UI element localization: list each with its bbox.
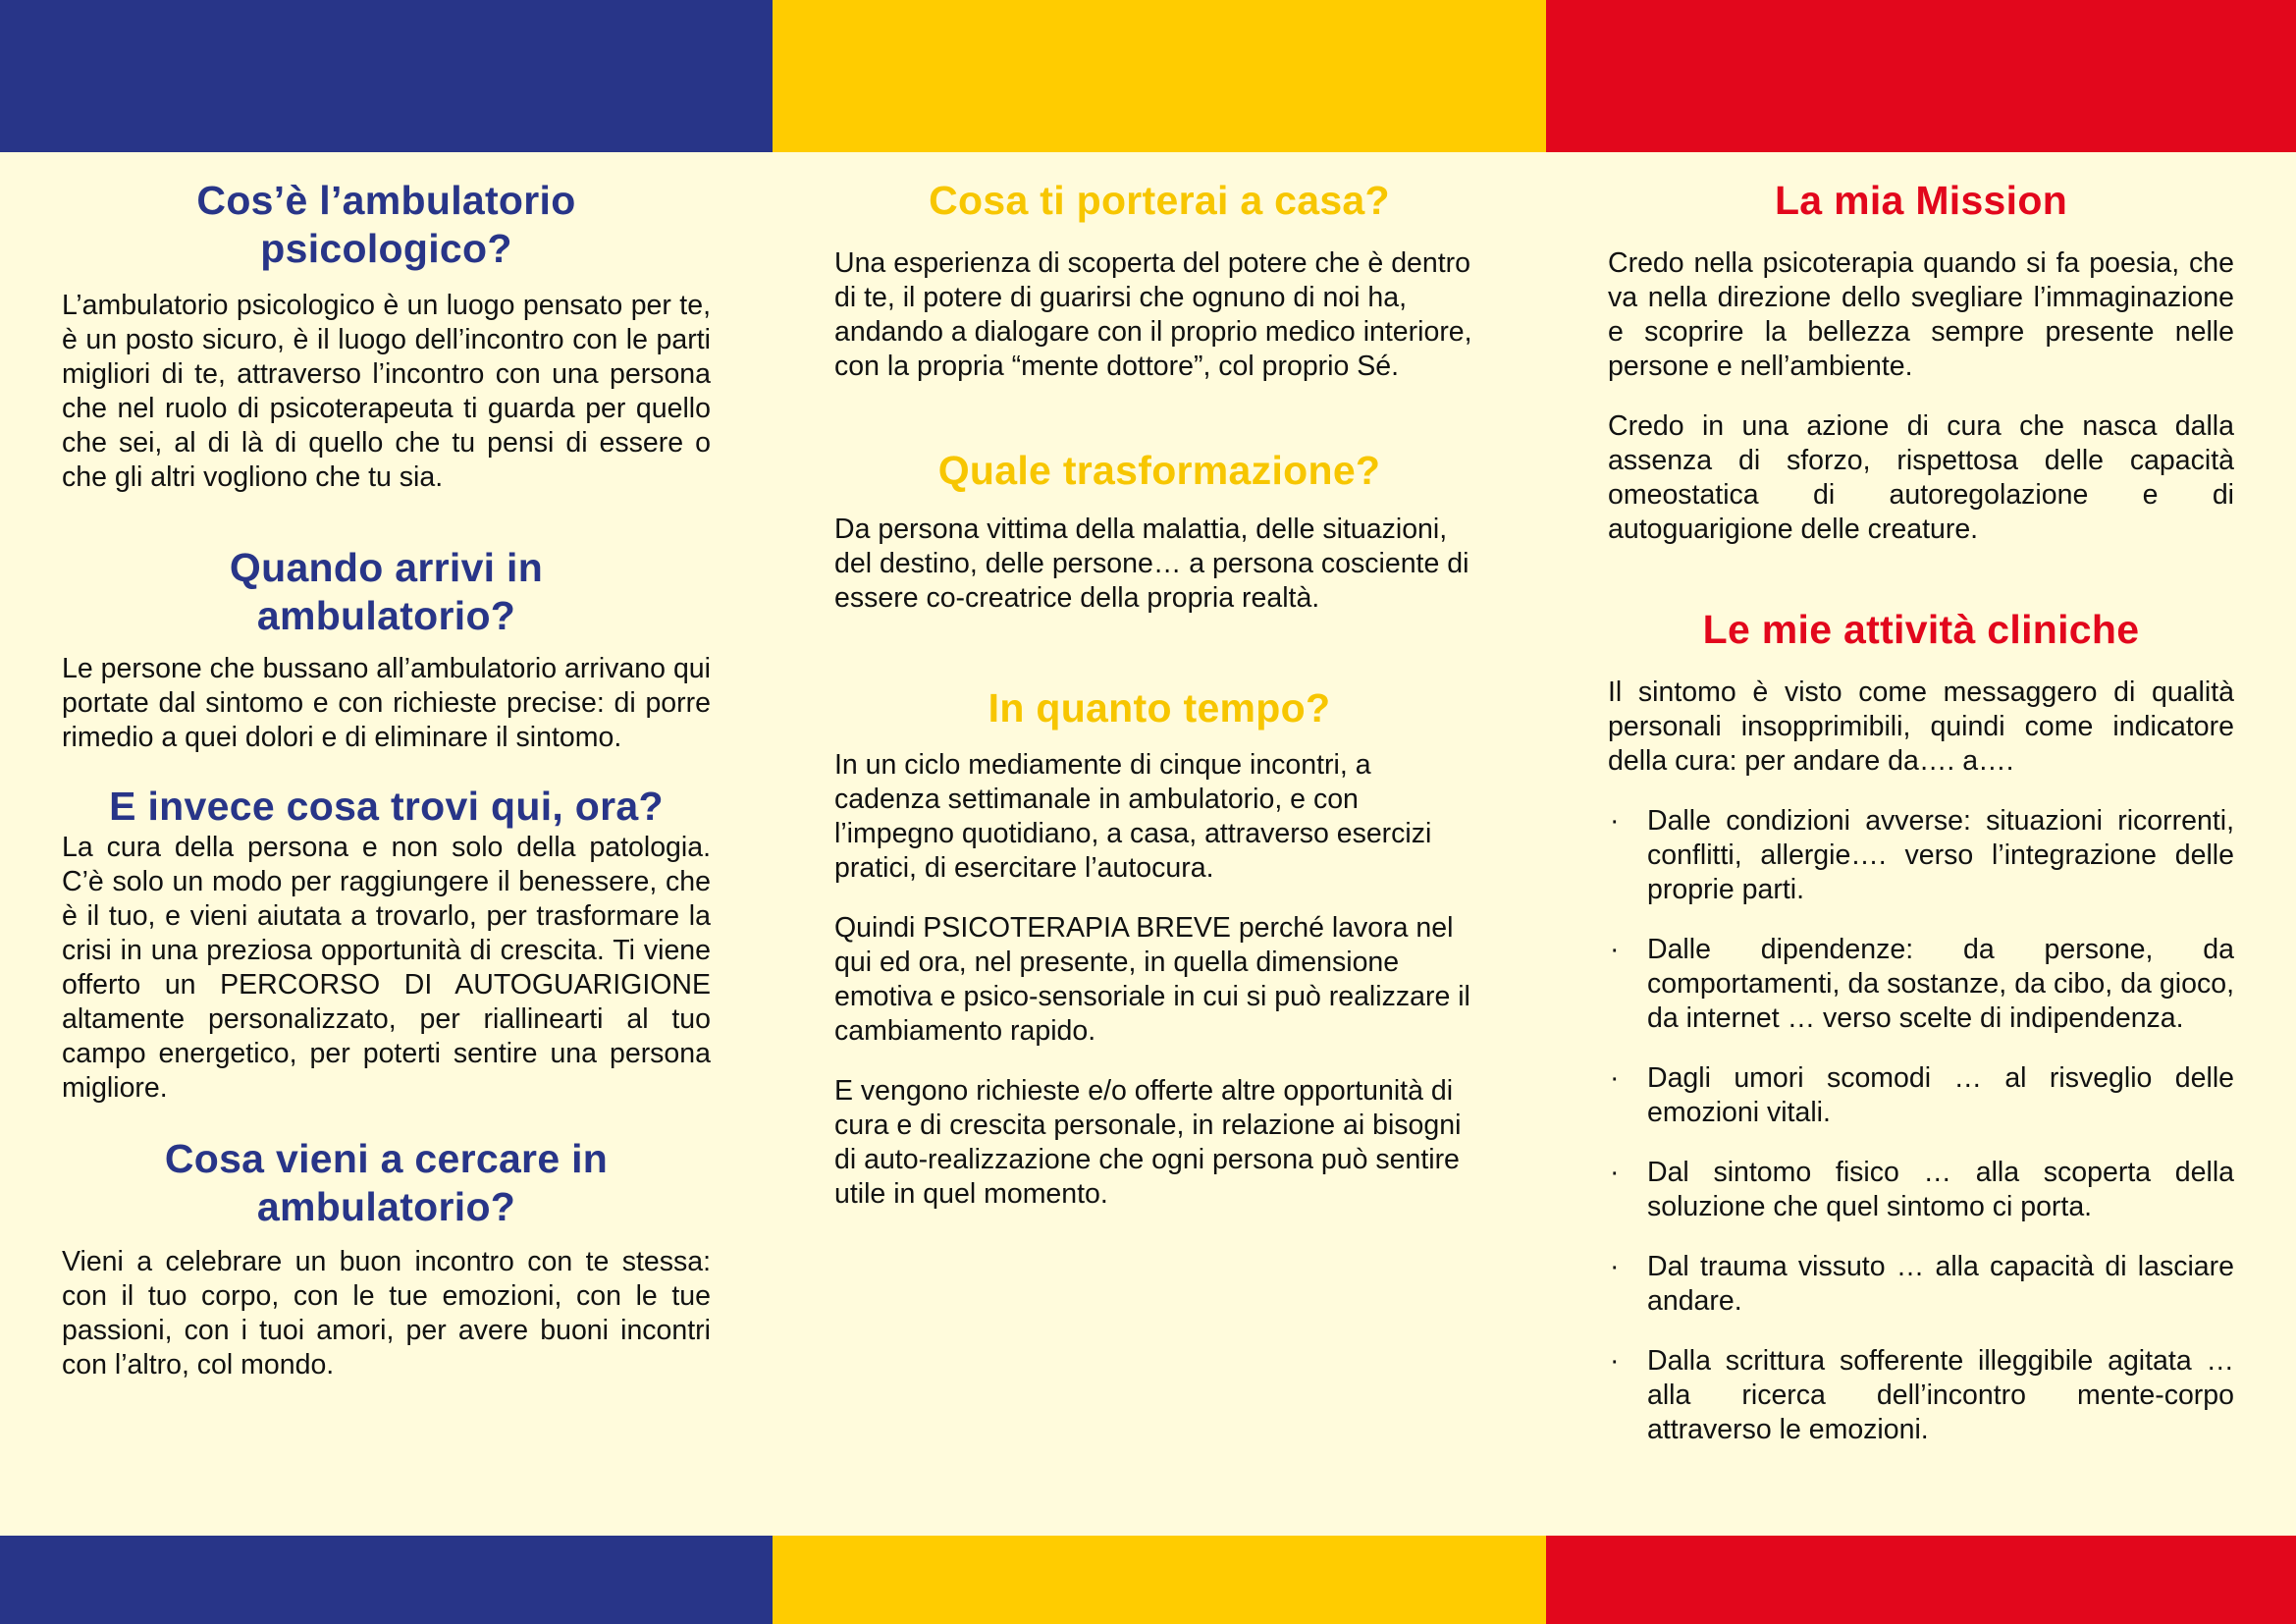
section-text-take-home: Una esperienza di scoperta del potere che è dentro di te, il potere di guarirsi che ognuno di noi ha, andando a dialogare con il proprio medico interiore, con la propria “mente dottore”, col proprio Sé.	[834, 247, 1472, 382]
section-text-how-long-2: Quindi PSICOTERAPIA BREVE perché lavora nel qui ed ora, nel presente, in quella dimensione emotiva e psico-sensoriale in cui si può realizzare il cambiamento rapido.	[834, 912, 1470, 1047]
top-band-red	[1546, 0, 2296, 152]
bullet-dot: ·	[1610, 1062, 1620, 1094]
list-item	[1608, 1061, 2234, 1130]
section-text-what-find: La cura della persona e non solo della patologia. C’è solo un modo per raggiungere il benessere, che è il tuo, e vieni aiutata a trovarlo, per trasformare la crisi in una preziosa opportunità di crescita. Ti viene offerto un PERCORSO DI AUTOGUARIGIONE altamente personalizzato, per riallinearti al tuo campo energetico, per poterti sentire una persona migliore.	[62, 832, 711, 1104]
section-title-take-home: Cosa ti porterai a casa?	[929, 178, 1390, 223]
top-color-band	[0, 0, 2296, 152]
right-panel	[1546, 152, 2296, 1536]
section-title-when-arrive: Quando arrivi in ambulatorio?	[229, 545, 544, 638]
section-title-what-is: Cos’è l’ambulatorio psicologico?	[196, 178, 576, 271]
bullet-dot: ·	[1610, 1157, 1620, 1188]
list-item-text: Dalle condizioni avverse: situazioni ricorrenti, conflitti, allergie…. verso l’integrazione delle proprie parti.	[1647, 805, 2234, 905]
section-text-when-arrive: Le persone che bussano all’ambulatorio arrivano qui portate dal sintomo e con richieste precise: di porre rimedio a quei dolori e di eliminare il sintomo.	[62, 653, 711, 753]
section-text-what-seek: Vieni a celebrare un buon incontro con te stessa: con il tuo corpo, con le tue emozioni, con le tue passioni, con i tuoi amori, per avere buoni incontri con l’altro, col mondo.	[62, 1246, 711, 1380]
section-text-mission-1: Credo nella psicoterapia quando si fa poesia, che va nella direzione dello svegliare l’immaginazione e scoprire la bellezza sempre presente nelle persone e nell’ambiente.	[1608, 247, 2234, 382]
clinical-activities-list	[1608, 804, 2234, 1447]
bullet-dot: ·	[1610, 1345, 1620, 1377]
section-title-what-seek: Cosa vieni a cercare in ambulatorio?	[164, 1136, 609, 1229]
list-item-text: Dalle dipendenze: da persone, da comportamenti, da sostanze, da cibo, da gioco, da internet … verso scelte di indipendenza.	[1647, 934, 2234, 1034]
bottom-band-blue	[0, 1536, 773, 1624]
section-text-how-long-1: In un ciclo mediamente di cinque incontri, a cadenza settimanale in ambulatorio, e con l’impegno quotidiano, a casa, attraverso esercizi pratici, di esercitare l’autocura.	[834, 749, 1432, 884]
section-title-transformation: Quale trasformazione?	[937, 448, 1381, 493]
section-title-how-long: In quanto tempo?	[988, 685, 1331, 731]
bullet-dot: ·	[1610, 934, 1620, 965]
top-band-blue	[0, 0, 773, 152]
section-text-transformation: Da persona vittima della malattia, delle situazioni, del destino, delle persone… a persona cosciente di essere co-creatrice della propria realtà.	[834, 514, 1469, 614]
bullet-dot: ·	[1610, 1251, 1620, 1282]
bottom-band-red	[1546, 1536, 2296, 1624]
list-item	[1608, 933, 2234, 1036]
middle-panel	[773, 152, 1546, 1536]
top-band-yellow	[773, 0, 1546, 152]
list-item	[1608, 1344, 2234, 1447]
section-text-clinical-intro: Il sintomo è visto come messaggero di qualità personali insopprimibili, quindi come indicatore della cura: per andare da…. a….	[1608, 677, 2234, 777]
bullet-dot: ·	[1610, 805, 1620, 837]
list-item-text: Dal trauma vissuto … alla capacità di lasciare andare.	[1647, 1251, 2234, 1317]
left-panel	[0, 152, 773, 1536]
list-item	[1608, 1156, 2234, 1224]
list-item	[1608, 1250, 2234, 1319]
bottom-band-yellow	[773, 1536, 1546, 1624]
section-title-what-find: E invece cosa trovi qui, ora?	[109, 784, 664, 829]
section-title-clinical-activities: Le mie attività cliniche	[1702, 607, 2140, 652]
list-item	[1608, 804, 2234, 907]
list-item-text: Dal sintomo fisico … alla scoperta della soluzione che quel sintomo ci porta.	[1647, 1157, 2234, 1222]
bottom-color-band	[0, 1536, 2296, 1624]
list-item-text: Dagli umori scomodi … al risveglio delle emozioni vitali.	[1647, 1062, 2234, 1128]
section-text-what-is: L’ambulatorio psicologico è un luogo pensato per te, è un posto sicuro, è il luogo dell’incontro con le parti migliori di te, attraverso l’incontro con una persona che nel ruolo di psicoterapeuta ti guarda per quello che sei, al di là di quello che tu pensi di essere o che gli altri vogliono che tu sia.	[62, 290, 711, 493]
section-text-mission-2: Credo in una azione di cura che nasca dalla assenza di sforzo, rispettosa delle capacità omeostatica di autoregolazione e di autoguarigione delle creature.	[1608, 410, 2234, 545]
section-text-how-long-3: E vengono richieste e/o offerte altre opportunità di cura e di crescita personale, in relazione ai bisogni di auto-realizzazione che ogni persona può sentire utile in quel momento.	[834, 1075, 1462, 1210]
section-title-mission: La mia Mission	[1774, 178, 2068, 223]
list-item-text: Dalla scrittura sofferente illeggibile agitata … alla ricerca dell’incontro mente-corpo attraverso le emozioni.	[1647, 1345, 2234, 1445]
